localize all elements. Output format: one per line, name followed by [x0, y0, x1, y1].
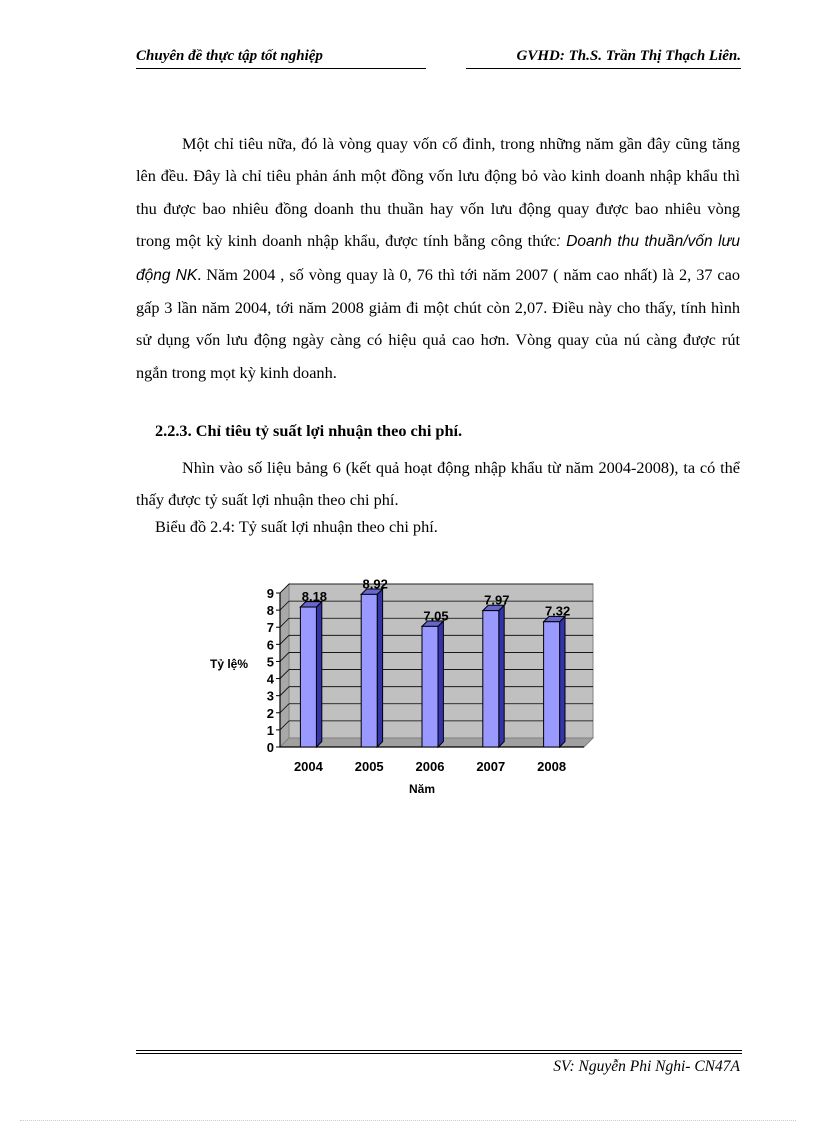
header-right-advisor: GVHD: Th.S. Trần Thị Thạch Liên. [466, 48, 741, 69]
y-axis-title: Tỷ lệ% [210, 657, 249, 671]
y-tick-label: 4 [266, 671, 274, 687]
paragraph-1-part2: . Năm 2004 , số vòng quay là 0, 76 thì tới năm 2007 ( năm cao nhất) là 2, 37 cao gấp 3 lần năm 2004, tới năm 2008 giảm đi một chút còn 2,07. Điều này cho thấy, tính hình sử dụng vốn lưu động ngày càng có hiệu quả cao hơn. Vòng quay của nú càng được rút ngắn trong mọt kỳ kinh doanh. [136, 264, 741, 382]
x-tick-label: 2008 [537, 759, 567, 774]
paragraph-2-text: Nhìn vào số liệu bảng 6 (kết quả hoạt động nhập khẩu từ năm 2004-2008), ta có thể thấy được tỷ suất lợi nhuận theo chi phí. [136, 458, 740, 510]
bar-side [499, 605, 504, 747]
x-tick-label: 2006 [415, 759, 445, 774]
bar-side [438, 621, 443, 747]
bar [422, 626, 438, 747]
y-tick-label: 6 [266, 637, 274, 653]
bar-side [377, 589, 382, 747]
data-label: 7.32 [544, 603, 571, 619]
y-tick-label: 0 [266, 740, 274, 755]
bar [483, 611, 499, 747]
data-label: 7.05 [423, 608, 449, 624]
bar [544, 622, 560, 747]
bar [300, 607, 316, 747]
y-tick-label: 8 [266, 603, 274, 619]
x-tick-label: 2004 [293, 759, 323, 774]
y-tick-label: 5 [266, 654, 274, 670]
footer-rule [136, 1050, 742, 1054]
y-tick-label: 9 [266, 586, 274, 601]
paragraph-2 [136, 452, 740, 517]
data-label: 7.97 [484, 592, 510, 608]
x-tick-label: 2005 [354, 759, 384, 774]
y-tick-label: 3 [266, 688, 274, 704]
paragraph-1-part1: Một chỉ tiêu nữa, đó là vòng quay vốn cố đinh, trong những năm gần đây cũng tăng lên đều. Đây là chỉ tiêu phản ánh một đồng vốn lưu động bỏ vào kinh doanh nhập khẩu thì thu được bao nhiêu đồng doanh thu thuần hay vốn lưu động quay được bao nhiêu vòng trong một kỳ kinh doanh nhập khẩu, được tính bằng công thức [136, 134, 740, 251]
bar [361, 594, 377, 747]
bar-side [316, 602, 321, 747]
footer-student: SV: Nguyễn Phi Nghi- CN47A [553, 1058, 740, 1075]
formula-text: : Doanh thu thuần/vốn lưu động NK [136, 233, 740, 284]
data-label: 8.18 [301, 589, 328, 605]
header-left-title: Chuyên đề thực tập tốt nghiệp [136, 48, 426, 69]
y-tick-label: 2 [266, 705, 274, 721]
data-label: 8.92 [362, 576, 388, 592]
bar-side [560, 616, 565, 747]
bar-chart-svg [200, 555, 620, 805]
x-tick-label: 2007 [476, 759, 506, 774]
y-tick-label: 7 [266, 620, 274, 636]
bar-chart [200, 555, 620, 805]
y-tick-label: 1 [266, 722, 274, 738]
section-heading: 2.2.3. Chỉ tiêu tỷ suất lợi nhuận theo chi phí. [155, 421, 463, 440]
paragraph-1 [136, 128, 740, 389]
x-axis-title: Năm [408, 782, 436, 796]
page-bottom-border [20, 1120, 796, 1121]
chart-caption: Biểu đồ 2.4: Tỷ suất lợi nhuận theo chi phí. [155, 517, 438, 536]
